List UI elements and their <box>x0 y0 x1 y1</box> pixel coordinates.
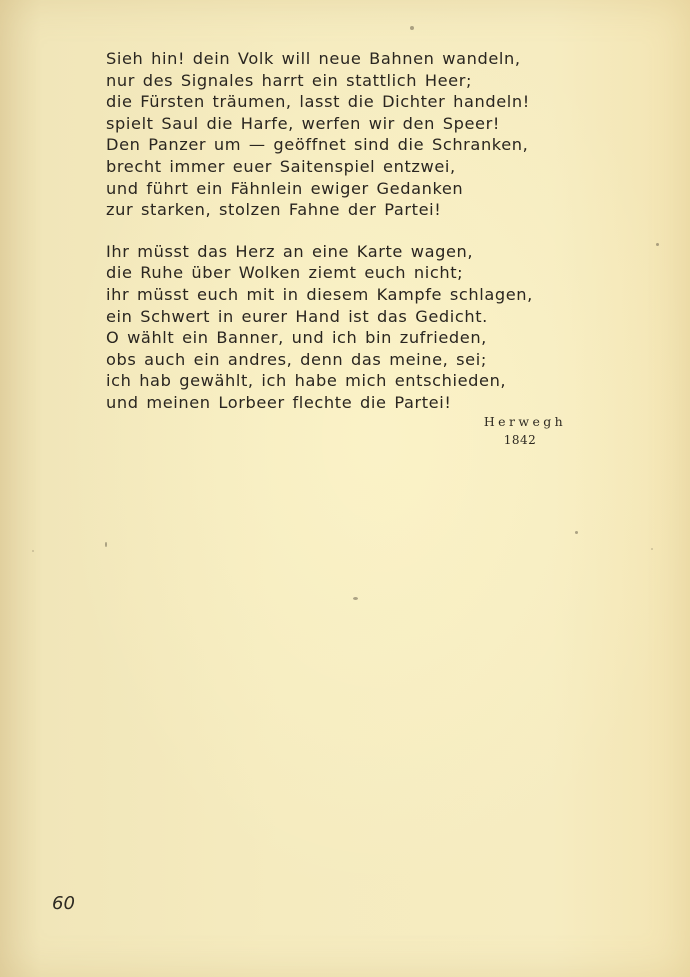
poem-line: die Ruhe über Wolken ziemt euch nicht; <box>106 263 464 283</box>
poem-author: Herwegh <box>483 414 567 429</box>
paper-speck <box>32 550 34 552</box>
poem-line: ich hab gewählt, ich habe mich entschieden, <box>106 371 507 391</box>
paper-speck <box>353 597 358 600</box>
poem <box>106 48 606 414</box>
poem-line: und führt ein Fähnlein ewiger Gedanken <box>106 178 464 198</box>
poem-stanza-1 <box>106 48 606 221</box>
poem-line: Sieh hin! dein Volk will neue Bahnen wandeln, <box>106 49 521 68</box>
paper-speck <box>656 243 659 246</box>
poem-line: Ihr müsst das Herz an eine Karte wagen, <box>106 241 474 261</box>
poem-line: ihr müsst euch mit in diesem Kampfe schlagen, <box>106 284 533 304</box>
poem-line: nur des Signales harrt ein stattlich Heer; <box>106 70 473 90</box>
poem-line: obs auch ein andres, denn das meine, sei; <box>106 349 487 369</box>
poem-line: und meinen Lorbeer flechte die Partei! <box>106 392 452 412</box>
paper-speck <box>575 531 578 534</box>
poem-line: O wählt ein Banner, und ich bin zufrieden, <box>106 328 487 348</box>
poem-line: Den Panzer um — geöffnet sind die Schranken, <box>106 135 529 155</box>
paper-speck <box>410 26 414 30</box>
paper-speck <box>651 548 653 550</box>
paper-speck <box>105 542 107 547</box>
poem-line: ein Schwert in eurer Hand ist das Gedicht. <box>106 306 488 326</box>
page-number: 60 <box>52 893 75 914</box>
poem-stanza-2 <box>106 241 606 414</box>
poem-line: spielt Saul die Harfe, werfen wir den Speer! <box>106 113 500 133</box>
poem-line: brecht immer euer Saitenspiel entzwei, <box>106 156 456 176</box>
poem-year: 1842 <box>503 433 537 447</box>
poem-line: die Fürsten träumen, lasst die Dichter handeln! <box>106 92 530 112</box>
poem-line: zur starken, stolzen Fahne der Partei! <box>106 200 442 220</box>
